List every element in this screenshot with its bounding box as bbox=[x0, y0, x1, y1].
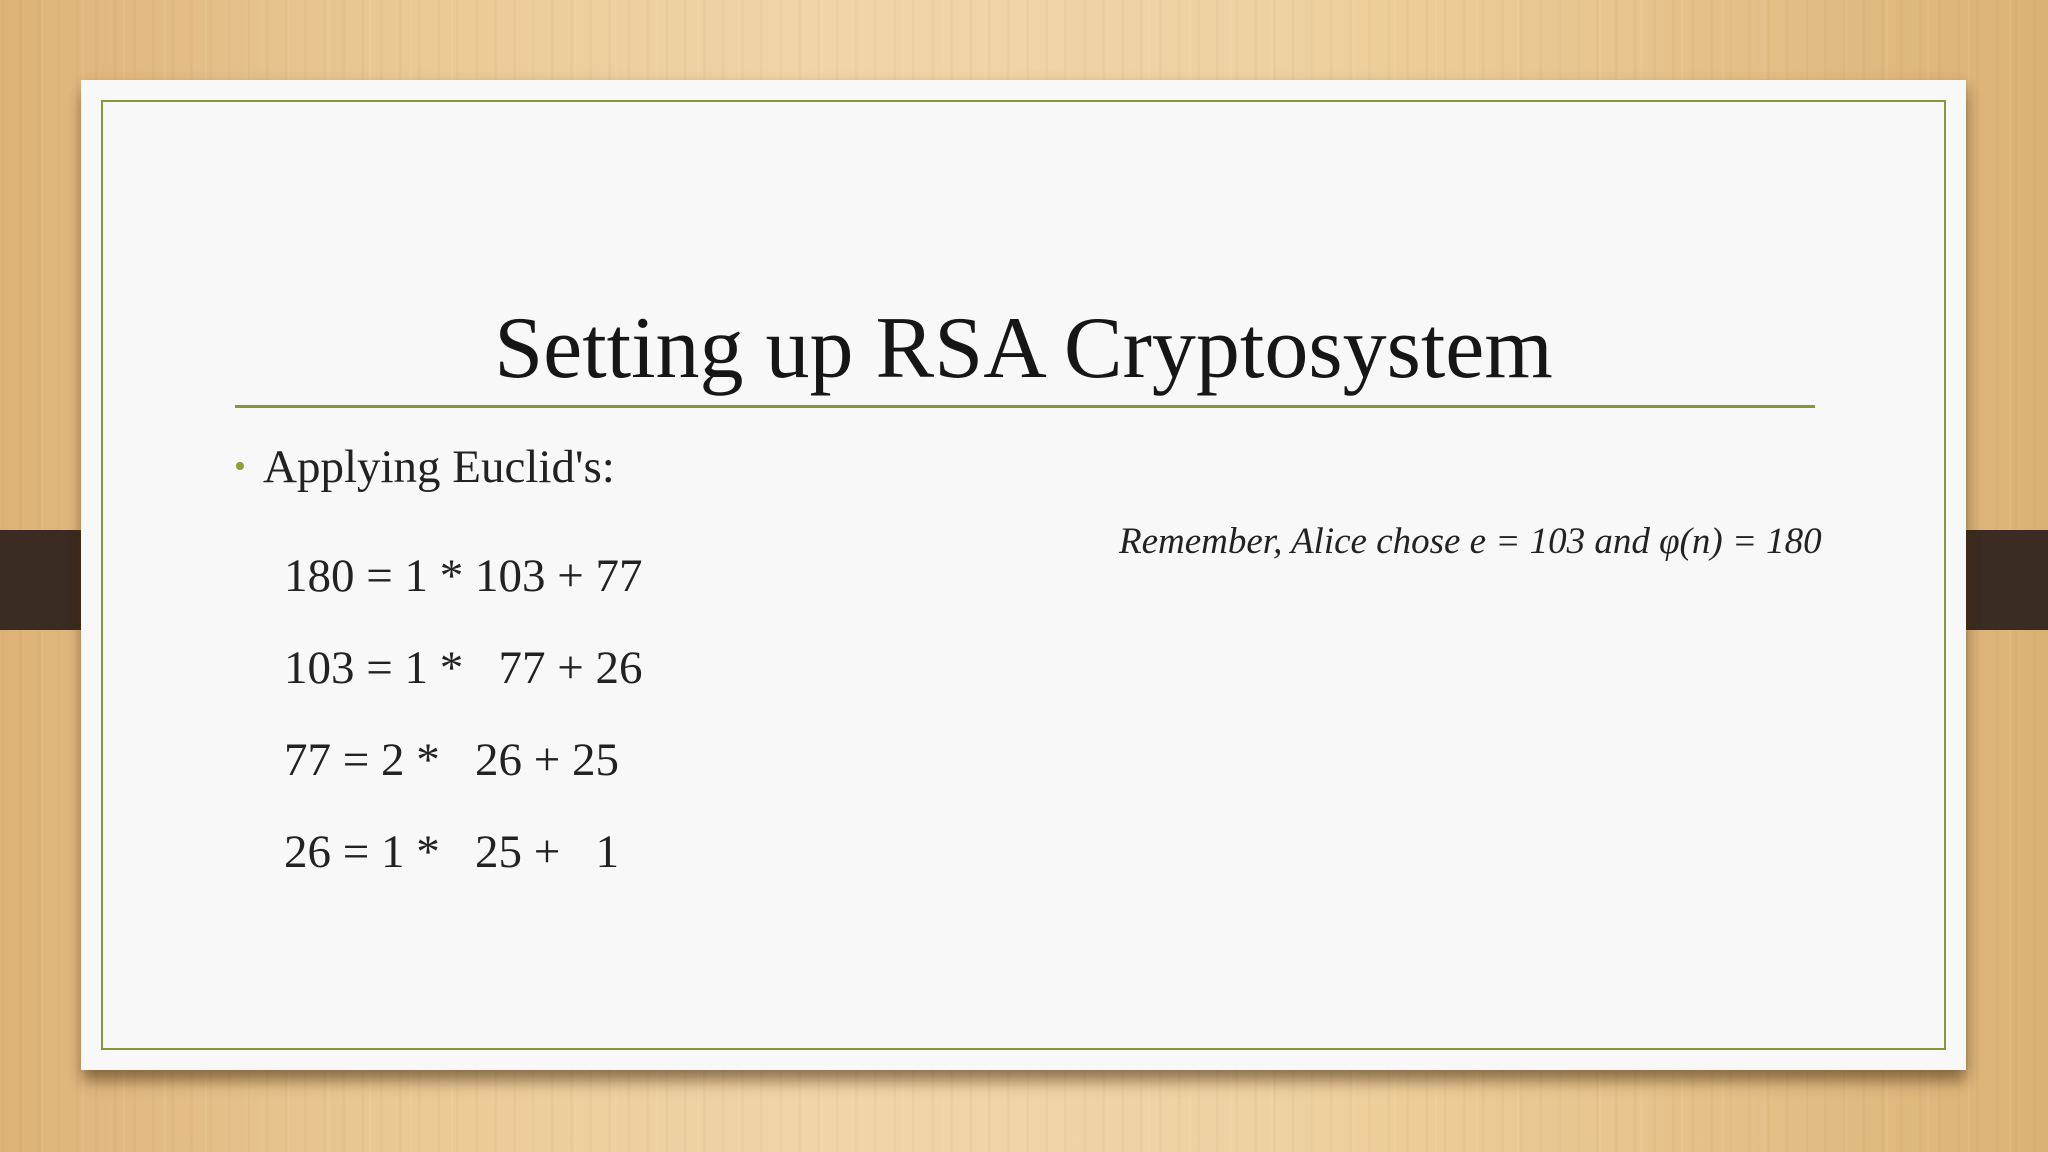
equation-line: 26 = 1 * 25 + 1 bbox=[284, 826, 620, 878]
reminder-note: Remember, Alice chose e = 103 and φ(n) = 180 bbox=[1119, 521, 1822, 562]
bullet-item bbox=[234, 440, 615, 494]
slide bbox=[81, 80, 1966, 1070]
equation-list bbox=[284, 530, 643, 898]
slide-title: Setting up RSA Cryptosystem bbox=[494, 300, 1553, 397]
equation-line: 77 = 2 * 26 + 25 bbox=[284, 734, 620, 786]
bullet-text: Applying Euclid's: bbox=[263, 441, 615, 493]
equation-line: 103 = 1 * 77 + 26 bbox=[284, 642, 643, 694]
equation-line: 180 = 1 * 103 + 77 bbox=[284, 550, 643, 602]
title-divider bbox=[235, 405, 1815, 408]
bullet-dot-icon: • bbox=[234, 448, 246, 485]
